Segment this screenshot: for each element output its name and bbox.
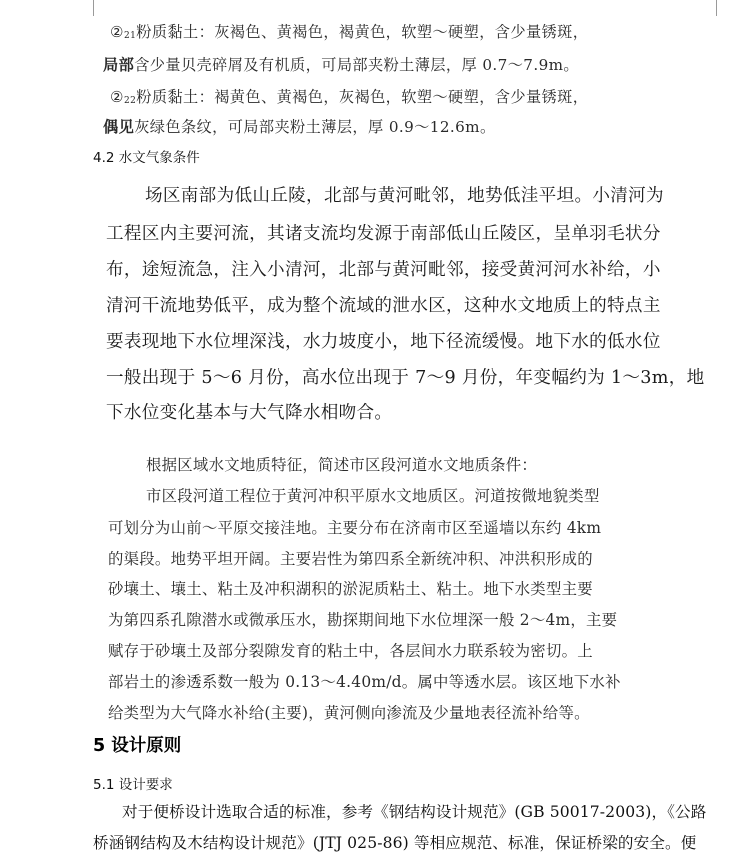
section-5-1-heading: 5.1 设计要求 <box>93 777 173 793</box>
soil-item-2-line-2 <box>103 120 496 135</box>
soil-item-1-line-2 <box>103 58 579 73</box>
soil-item-1-symbol: ② <box>110 23 125 41</box>
hydro-line-3: 布，途短流急，注入小清河，北部与黄河毗邻，接受黄河河水补给，小 <box>106 260 661 280</box>
regional-line-8: 部岩土的渗透系数一般为 0.13～4.40m/d。属中等透水层。该区地下水补 <box>108 673 621 691</box>
soil-item-2-text-2: 灰绿色条纹，可局部夹粉土薄层，厚 0.9～12.6m。 <box>134 118 496 136</box>
hydro-line-7: 下水位变化基本与大气降水相吻合。 <box>106 403 393 423</box>
hydro-line-2: 工程区内主要河流，其诸支流均发源于南部低山丘陵区，呈单羽毛状分 <box>106 224 661 244</box>
page-corner-mark-right <box>716 0 717 16</box>
regional-line-2: 市区段河道工程位于黄河冲积平原水文地质区。河道按微地貌类型 <box>146 487 600 505</box>
section-5-heading: 5 设计原则 <box>93 736 182 756</box>
soil-item-2-sub: 22 <box>124 96 137 106</box>
hydro-line-4: 清河干流地势低平，成为整个流域的泄水区，这种水文地质上的特点主 <box>106 296 661 316</box>
regional-line-1: 根据区域水文地质特征，简述市区段河道水文地质条件： <box>146 456 538 474</box>
design-line-2: 桥涵钢结构及木结构设计规范》(JTJ 025-86) 等相应规范、标准，保证桥梁的安全。便 <box>93 834 697 852</box>
section-4-2-heading: 4.2 水文气象条件 <box>93 150 200 166</box>
soil-item-2-lead: 偶见 <box>103 118 135 136</box>
regional-line-4: 的渠段。地势平坦开阔。主要岩性为第四系全新统冲积、冲洪积形成的 <box>108 550 593 568</box>
hydro-line-5: 要表现地下水位埋深浅，水力坡度小，地下径流缓慢。地下水的低水位 <box>106 332 661 352</box>
regional-line-7: 赋存于砂壤土及部分裂隙发育的粘土中，各层间水力联系较为密切。上 <box>108 642 593 660</box>
design-line-1: 对于便桥设计选取合适的标准，参考《钢结构设计规范》(GB 50017-2003)，《公路 <box>122 803 707 821</box>
soil-item-1-lead: 局部 <box>103 56 135 74</box>
soil-item-2-symbol: ② <box>110 88 125 106</box>
hydro-line-1: 场区南部为低山丘陵，北部与黄河毗邻，地势低洼平坦。小清河为 <box>145 186 664 206</box>
soil-item-2-text: 粉质黏土：褐黄色、黄褐色，灰褐色，软塑～硬塑，含少量锈斑， <box>136 88 589 106</box>
soil-item-2-line-1 <box>110 90 588 106</box>
regional-line-6: 为第四系孔隙潜水或微承压水，勘探期间地下水位埋深一般 2～4m，主要 <box>108 611 618 629</box>
regional-line-5: 砂壤土、壤土、粘土及冲积湖积的淤泥质粘土、粘土。地下水类型主要 <box>108 580 593 598</box>
regional-line-9: 给类型为大气降水补给(主要)，黄河侧向渗流及少量地表径流补给等。 <box>108 704 590 722</box>
hydro-line-6: 一般出现于 5～6 月份，高水位出现于 7～9 月份，年变幅约为 1～3m，地 <box>106 368 705 388</box>
soil-item-1-text: 粉质黏土：灰褐色、黄褐色，褐黄色，软塑～硬塑，含少量锈斑， <box>136 23 589 41</box>
regional-line-3: 可划分为山前～平原交接洼地。主要分布在济南市区至遥墙以东约 4km <box>108 519 602 537</box>
page-corner-mark-left <box>93 0 94 16</box>
soil-item-1-text-2: 含少量贝壳碎屑及有机质，可局部夹粉土薄层，厚 0.7～7.9m。 <box>134 56 580 74</box>
soil-item-1-sub: 21 <box>124 31 137 41</box>
soil-item-1-line-1 <box>110 25 588 41</box>
